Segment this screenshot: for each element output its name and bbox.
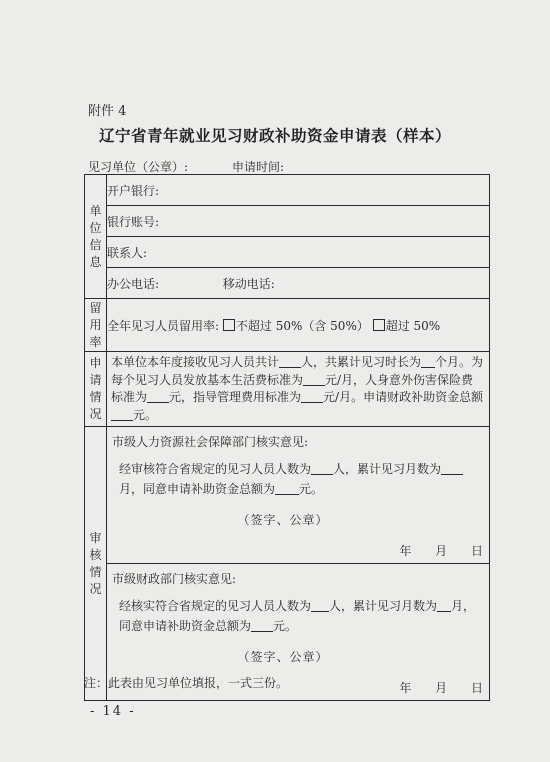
hr-signature-note: （签字、公章） [237,513,329,527]
blank-hr-amount [275,482,299,495]
blank-management-fee [301,390,323,403]
retention-text: 全年见习人员留用率: [107,318,220,333]
footnote: 注：此表由见习单位填报，一式三份。 [84,676,289,690]
mobile-phone-label: 移动电话: [222,276,275,291]
application-form-table [84,174,490,701]
finance-date-line: 年 月 日 [399,681,483,695]
blank-hr-months [441,462,463,475]
section-label: 留用率 [89,300,102,349]
form-title: 辽宁省青年就业见习财政补助资金申请表（样本） [98,127,451,145]
bank-row [107,175,490,206]
finance-signature-note: （签字、公章） [237,650,329,664]
option-over-50: 超过 50% [385,318,441,333]
application-row [107,352,490,427]
hr-date-line: 年 月 日 [399,544,483,558]
attachment-label: 附件 4 [88,104,127,119]
section-unit-info [85,175,107,299]
option-not-over-50: 不超过 50%（含 50%） [235,318,369,333]
hr-review-block [107,427,490,564]
contact-label: 联系人: [107,245,148,260]
finance-review-title: 市级财政部门核实意见: [112,572,237,586]
hr-review-title: 市级人力资源社会保障部门核实意见: [112,435,309,449]
account-row [107,206,490,237]
section-application [85,352,107,427]
section-review [85,427,107,701]
bank-label: 开户银行: [107,183,160,198]
unit-seal-field: 见习单位（公章）: [88,160,189,174]
account-label: 银行账号: [107,214,160,229]
section-label: 单位信息 [89,203,102,269]
blank-trainee-count [279,355,301,368]
finance-review-paragraph: 经核实符合省规定的见习人员人数为 人，累计见习月数为 月，同意申请补助资金总额为 元。 [119,599,476,633]
section-retention [85,299,107,352]
section-label: 申请情况 [89,356,102,421]
retention-row [107,299,490,352]
application-paragraph: 本单位本年度接收见习人员共计 人，共累计见习时长为 个月。为每个见习人员发放基本生活费标准为 元/月，人身意外伤害保险费标准为 元，指导管理费用标准为 元/月。申请财政补助资金总额元。 [111,355,484,422]
section-label: 审核情况 [89,530,102,596]
blank-hr-count [311,462,333,475]
blank-finance-count [311,599,329,612]
office-phone-label: 办公电话: [107,276,160,291]
application-time-field: 申请时间: [232,160,285,174]
checkbox-over-50[interactable] [373,319,385,331]
page-number: - 14 - [90,704,136,719]
blank-finance-months [437,599,451,612]
blank-finance-amount [251,619,273,632]
blank-months [421,355,435,368]
phone-row [107,268,490,299]
checkbox-not-over-50[interactable] [223,319,235,331]
contact-row [107,237,490,268]
hr-review-paragraph: 经审核符合省规定的见习人员人数为 人，累计见习月数为月，同意申请补助资金总额为 元。 [107,451,489,499]
blank-living-allowance [303,373,325,386]
blank-insurance [147,390,169,403]
blank-total-amount [111,408,133,421]
